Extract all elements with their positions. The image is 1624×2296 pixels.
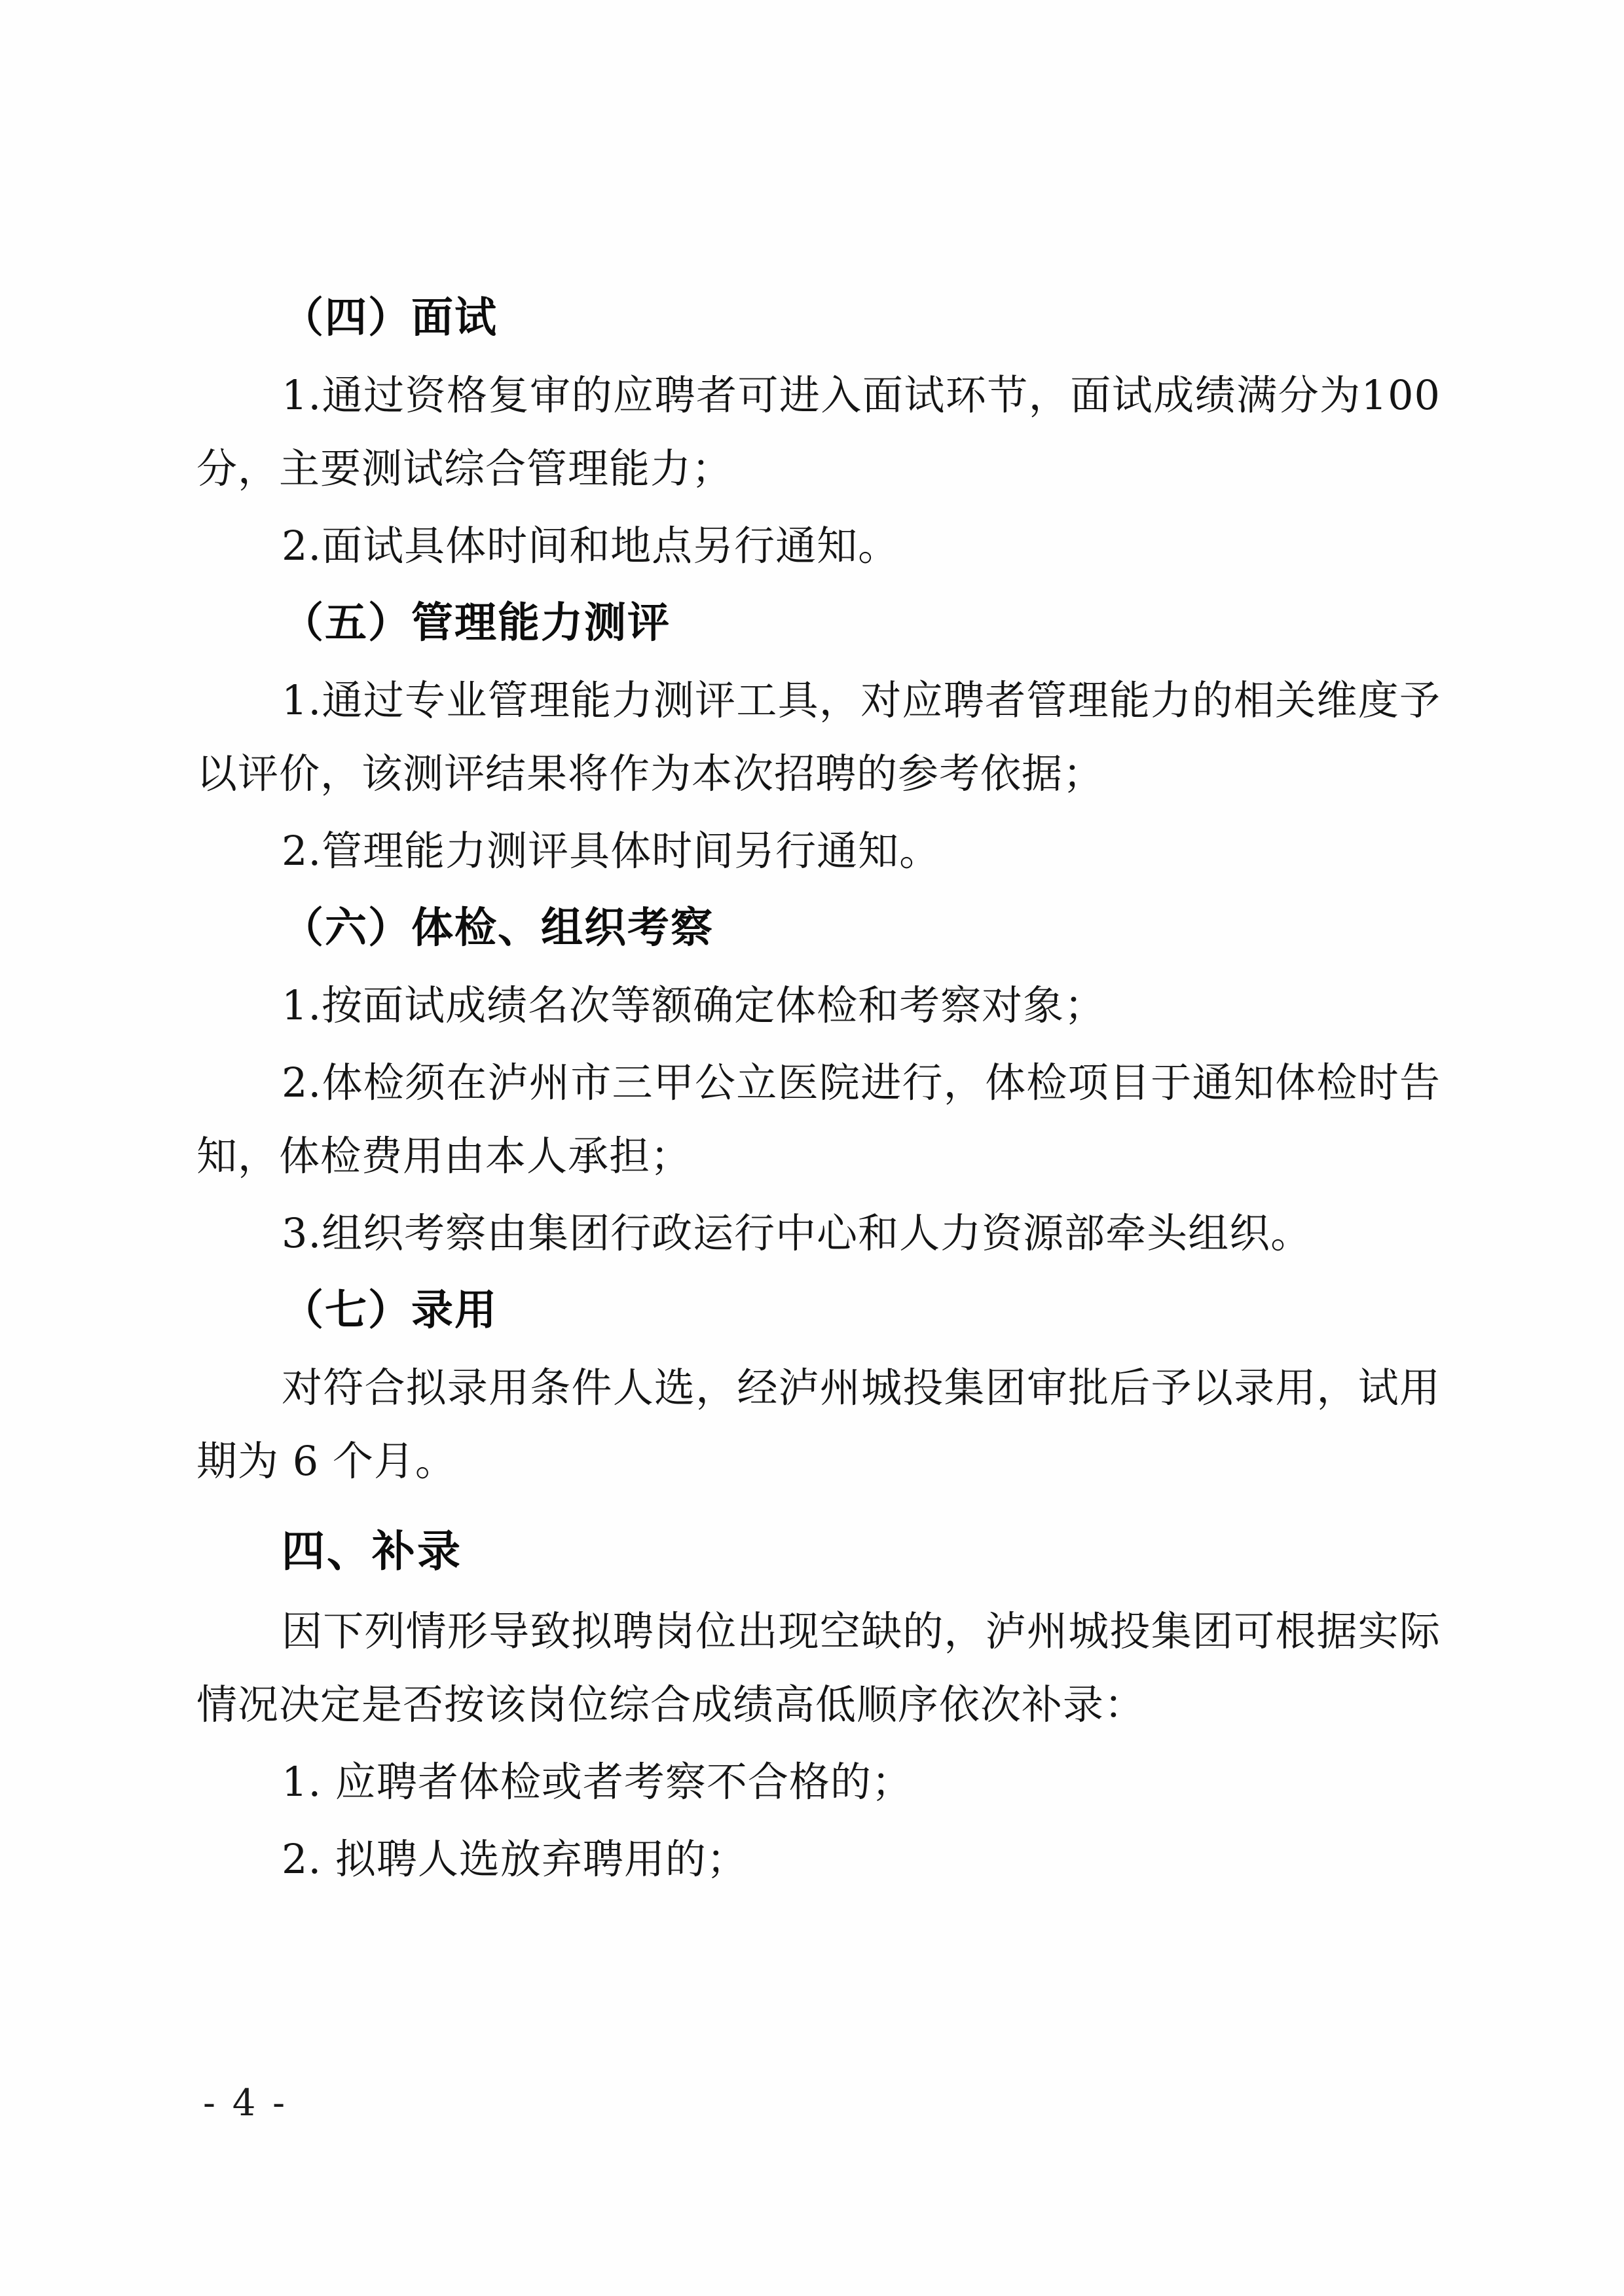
paragraph-interview-1: 1.通过资格复审的应聘者可进入面试环节，面试成绩满分为100分，主要测试综合管理能力； xyxy=(196,371,1441,492)
paragraph-interview-2: 2.面试具体时间和地点另行通知。 xyxy=(282,522,900,570)
paragraph-supplementary-2: 2. 拟聘人选放弃聘用的； xyxy=(282,1835,748,1883)
paragraph-medical-1: 1.按面试成绩名次等额确定体检和考察对象； xyxy=(282,981,1106,1029)
subsection-heading-interview: （四）面试 xyxy=(282,294,498,342)
section-heading-supplementary-recruitment: 四、补录 xyxy=(282,1526,462,1576)
subsection-heading-management-assessment: （五）管理能力测评 xyxy=(282,599,671,647)
paragraph-medical-3: 3.组织考察由集团行政运行中心和人力资源部牵头组织。 xyxy=(282,1209,1312,1257)
subsection-heading-medical-inspection: （六）体检、组织考察 xyxy=(282,904,714,953)
page-number: - 4 - xyxy=(203,2082,288,2124)
document-body xyxy=(196,282,1441,1900)
paragraph-assessment-2: 2.管理能力测评具体时间另行通知。 xyxy=(282,827,941,875)
subsection-heading-employment: （七）录用 xyxy=(282,1286,498,1335)
paragraph-medical-2: 2.体检须在泸州市三甲公立医院进行，体检项目于通知体检时告知，体检费用由本人承担； xyxy=(196,1059,1441,1180)
paragraph-supplementary-1: 1. 应聘者体检或者考察不合格的； xyxy=(282,1758,913,1806)
paragraph-supplementary-intro: 因下列情形导致拟聘岗位出现空缺的，泸州城投集团可根据实际情况决定是否按该岗位综合成绩高低顺序依次补录： xyxy=(196,1607,1441,1728)
paragraph-assessment-1: 1.通过专业管理能力测评工具，对应聘者管理能力的相关维度予以评价，该测评结果将作为本次招聘的参考依据； xyxy=(196,676,1441,797)
paragraph-employment-1: 对符合拟录用条件人选，经泸州城投集团审批后予以录用，试用期为 6 个月。 xyxy=(196,1364,1441,1485)
